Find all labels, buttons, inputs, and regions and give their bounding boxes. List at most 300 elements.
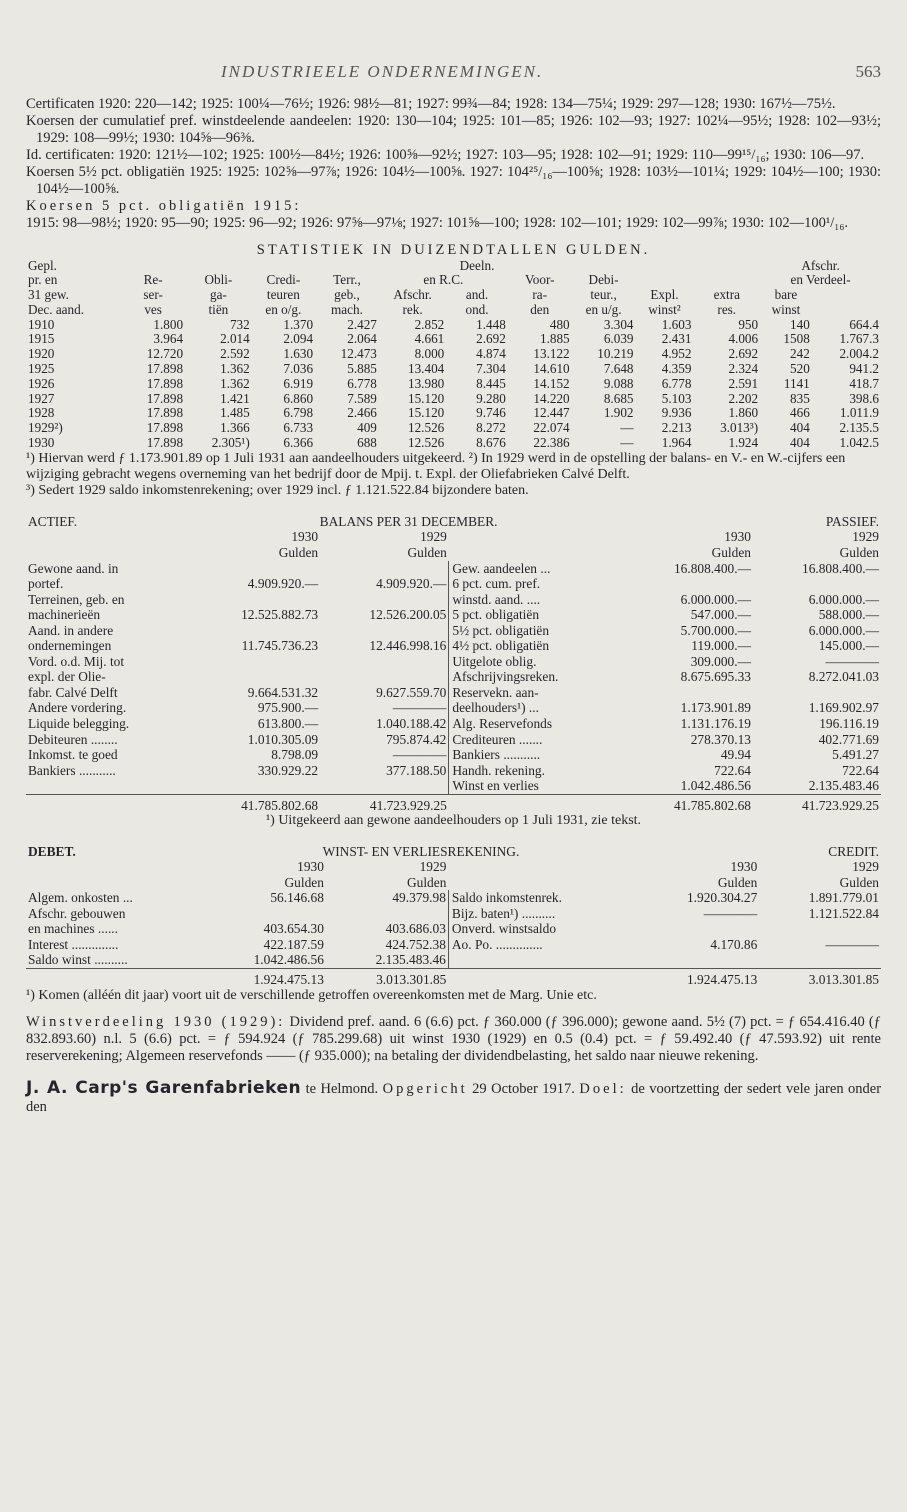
balans-row-cell: [192, 654, 320, 670]
balans-row-cell: portef.: [28, 576, 64, 592]
statistiek-row-cell: 4.952: [661, 346, 692, 362]
winst-heading-row: DEBET. WINST- EN VERLIESREKENING. CREDIT.: [28, 843, 879, 859]
statistiek-row-cell: 2.064: [347, 331, 377, 347]
winst-row-cell: Saldo inkomstenrek.: [448, 890, 637, 906]
statistiek-row-cell: 1141: [783, 375, 810, 391]
statistiek-row-cell: 242: [790, 346, 810, 362]
statistiek-row-cell: 2.427: [347, 316, 377, 332]
statistiek-row-cell: 2.324: [728, 361, 759, 377]
statistiek-row-cell: 1.370: [283, 316, 314, 332]
winst-total-row: 1.924.475.13 3.013.301.85 1.924.475.13 3.013.301.85: [26, 969, 881, 988]
statistiek-row-cell: 2.591: [728, 375, 759, 391]
page-number: 563: [855, 62, 881, 81]
balans-row-cell: Crediteuren .......: [449, 732, 625, 748]
balans-row-cell: 613.800.—: [257, 715, 319, 731]
statistiek-row-cell: 6.860: [283, 390, 314, 406]
statistiek-row-cell: 2.466: [347, 405, 377, 421]
balans-row-cell: 6.000.000.—: [808, 591, 879, 607]
balans-table: [26, 514, 881, 813]
winst-row: [26, 906, 881, 922]
id-certificaten-paragraph: Id. certificaten: 1920: 121½—102; 1925: 100½—84½; 1926: 100⅝—92½; 1927: 103—95; 1928: 102—91; 1929: 110—99¹⁵/₁₆; 1930: 106—97.: [26, 146, 865, 163]
statistiek-row-cell: 5.103: [661, 390, 692, 406]
balans-row-cell: 5½ pct. obligatiën: [449, 623, 625, 639]
statistiek-row-cell: 1.362: [220, 361, 250, 377]
winst-row-cell: Onverd. winstsaldo: [448, 921, 637, 937]
winst-row: [26, 937, 881, 953]
balans-row-cell: deelhouders¹) ...: [449, 700, 625, 716]
carp-paragraph: [26, 1079, 881, 1116]
statistiek-row-cell: 12.720: [146, 346, 184, 362]
balans-row-cell: [753, 576, 881, 592]
balans-row: [26, 685, 881, 701]
koersen-5pct-heading: Koersen 5 pct. obligatiën 1915:: [26, 197, 302, 214]
statistiek-footnote-3: ³) Sedert 1929 saldo inkomstenrekening; over 1929 incl. ƒ 1.121.522.84 bijzondere baten.: [26, 483, 529, 499]
statistiek-row-cell: 17.898: [146, 405, 184, 421]
statistiek-row-cell: 1930: [28, 434, 55, 450]
header-title: INDUSTRIEELE ONDERNEMINGEN.: [221, 62, 544, 81]
winstverdeeling-paragraph: [26, 1014, 881, 1065]
balans-row-cell: 12.525.882.73: [241, 607, 319, 623]
statistiek-row-cell: 17.898: [146, 375, 184, 391]
statistiek-row-cell: 17.898: [146, 420, 184, 436]
winst-row-cell: 56.146.68: [270, 890, 324, 906]
statistiek-row-cell: 22.386: [533, 434, 570, 450]
winst-row-cell: 1.891.779.01: [808, 890, 879, 906]
balans-heading-row: ACTIEF. BALANS PER 31 DECEMBER. PASSIEF.: [28, 513, 879, 529]
statistiek-row-cell: 2.004.2: [839, 346, 879, 362]
balans-row: [26, 716, 881, 732]
balans-row-cell: 402.771.69: [818, 731, 879, 747]
statistiek-row-cell: 480: [549, 316, 570, 332]
balans-row-cell: Liquide belegging.: [28, 715, 130, 731]
balans-row-cell: [192, 669, 320, 685]
document-page: [26, 0, 881, 1116]
statistiek-row: [26, 392, 881, 407]
statistiek-title: STATISTIEK IN DUIZENDTALLEN GULDEN.: [256, 241, 651, 258]
statistiek-row-cell: 2.692: [476, 331, 506, 347]
winst-row-cell: 2.135.483.46: [375, 952, 446, 968]
balans-row-cell: 5 pct. obligatiën: [449, 607, 625, 623]
winst-row-cell: ————: [703, 905, 758, 921]
balans-row: [26, 607, 881, 623]
balans-row-cell: ————: [825, 653, 879, 669]
statistiek-row: [26, 318, 881, 333]
balans-unit-row: Gulden Gulden Gulden Gulden: [278, 544, 879, 560]
winst-row-cell: 4.170.86: [710, 936, 758, 952]
statistiek-row-cell: —: [620, 420, 634, 436]
statistiek-row-cell: 1920: [28, 346, 55, 362]
statistiek-row-cell: 1915: [28, 331, 55, 347]
statistiek-row-cell: 3.304: [603, 316, 634, 332]
statistiek-footnote-1: ¹) Hiervan werd ƒ 1.173.901.89 op 1 Juli 1931 aan aandeelhouders uitgekeerd. ²) In 1929 werd in de opstelling der balans- en V.- en W.-cijfers een wijziging gebracht wegens overneming van het bedrijf door de Mpij. t. Expl. der Oliefabrieken Calvé Delft.: [26, 450, 846, 483]
balans-row-cell: expl. der Olie-: [28, 669, 106, 685]
statistiek-row-cell: 3.964: [153, 331, 184, 347]
statistiek-row-cell: 7.589: [347, 390, 377, 406]
statistiek-row: [26, 421, 881, 436]
winst-row-cell: 403.686.03: [385, 921, 446, 937]
statistiek-row-cell: 7.304: [476, 361, 506, 377]
statistiek-row-cell: 6.778: [661, 375, 692, 391]
statistiek-row: [26, 347, 881, 362]
statistiek-row-cell: 2.135.5: [839, 420, 879, 436]
balans-row-cell: machinerieën: [28, 607, 101, 623]
balans-row-cell: 5.491.27: [832, 747, 879, 763]
statistiek-row-cell: 12.447: [533, 405, 570, 421]
winst-row-cell: 403.654.30: [263, 921, 324, 937]
balans-row-cell: 330.929.22: [257, 762, 319, 778]
balans-row-cell: 119.000.—: [691, 638, 751, 654]
statistiek-row-cell: 2.305¹): [211, 434, 250, 450]
balans-row-cell: 1.040.188.42: [376, 715, 447, 731]
statistiek-row-cell: 2.592: [220, 346, 250, 362]
statistiek-row-cell: 17.898: [146, 361, 184, 377]
balans-row-cell: ondernemingen: [28, 638, 112, 654]
statistiek-row-cell: 1.885: [539, 331, 570, 347]
doel-label: Doel:: [579, 1080, 627, 1097]
winst-row-cell: [759, 921, 881, 937]
balans-row-cell: Uitgelote oblig.: [449, 654, 625, 670]
balans-row-cell: [753, 685, 881, 701]
stat-head-row: Dec. aand. ves tiën en o/g. mach. rek. ond. den en u/g. winst² res. winst: [28, 301, 801, 317]
balans-row-cell: 278.370.13: [690, 731, 751, 747]
balans-row-cell: 588.000.—: [818, 607, 879, 623]
winst-row-cell: [204, 906, 326, 922]
winst-row-cell: 1.042.486.56: [253, 952, 324, 968]
statistiek-row-cell: 6.039: [603, 331, 634, 347]
winst-row: [26, 890, 881, 906]
balans-row-cell: [192, 623, 320, 639]
balans-row-cell: [320, 592, 449, 608]
balans-row-cell: 309.000.—: [690, 653, 751, 669]
opgericht-date: 29 October 1917.: [472, 1080, 575, 1097]
balans-row-cell: [192, 592, 320, 608]
balans-row: [26, 592, 881, 608]
winst-row-cell: 422.187.59: [263, 936, 324, 952]
running-header: [26, 62, 881, 96]
statistiek-row-cell: 6.919: [283, 375, 314, 391]
company-name: J. A. Carp's Garenfabrieken: [26, 1077, 302, 1098]
statistiek-row-cell: 8.272: [476, 420, 506, 436]
balans-row: [26, 747, 881, 763]
balans-row-cell: Winst en verlies: [449, 778, 625, 794]
balans-row-cell: [192, 778, 320, 794]
balans-row-cell: 12.526.200.05: [369, 607, 447, 623]
balans-row: [26, 669, 881, 685]
balans-row-cell: 196.116.19: [819, 715, 879, 731]
statistiek-row-cell: 1.011.9: [839, 405, 879, 421]
winstverdeeling-text: Dividend pref. aand. 6 (6.6) pct. ƒ 360.000 (ƒ 396.000); gewone aand. 5½ (7) pct. = ƒ 654.416.40 (ƒ 832.893.60) n.l. 5 (6.6) pct. = ƒ 594.924 (ƒ 785.299.68) uit winst 1930 (1929) en 0.5 (0.4) pct. = ƒ 59.492.40 (ƒ 47.593.92) uit rente reserverekening; Algemeen reservefonds —— (ƒ 935.000); na betaling der dividendbelasting, het saldo naar nieuwe rekening.: [26, 1013, 881, 1064]
winst-row-cell: 1.920.304.27: [686, 890, 758, 906]
statistiek-row-cell: 8.685: [603, 390, 634, 406]
balans-row-cell: 6.000.000.—: [808, 622, 879, 638]
statistiek-row: [26, 377, 881, 392]
balans-row: [26, 778, 881, 794]
balans-row-cell: 4.909.920.—: [376, 576, 447, 592]
balans-row-cell: 1.010.305.09: [247, 731, 319, 747]
balans-row-cell: winstd. aand. ....: [449, 592, 625, 608]
statistiek-row-cell: 6.778: [347, 375, 377, 391]
balans-row-cell: [320, 623, 449, 639]
statistiek-row-cell: 1.448: [476, 316, 506, 332]
statistiek-row-cell: 2.094: [283, 331, 314, 347]
winst-footnote: ¹) Komen (alléén dit jaar) voort uit de verschillende getroffen overeenkomsten met de Marg. Unie etc.: [26, 987, 597, 1003]
winst-row-cell: Ao. Po. ..............: [448, 937, 637, 953]
winst-row-cell: en machines ......: [28, 921, 118, 937]
balans-row-cell: 795.874.42: [386, 731, 447, 747]
balans-row-cell: Gewone aand. in: [28, 560, 119, 576]
statistiek-row-cell: 688: [357, 434, 377, 450]
balans-row-cell: Gew. aandeelen ...: [449, 561, 625, 577]
winst-row: [26, 921, 881, 937]
winst-row-cell: Saldo winst ..........: [28, 952, 128, 968]
balans-footnote: ¹) Uitgekeerd aan gewone aandeelhouders op 1 Juli 1931, zie tekst.: [265, 813, 642, 829]
balans-row-cell: 4.909.920.—: [247, 576, 319, 592]
statistiek-row: [26, 406, 881, 421]
winst-row-cell: 1.121.522.84: [808, 905, 879, 921]
statistiek-row-cell: 1910: [28, 316, 55, 332]
balans-row-cell: Bankiers ...........: [449, 747, 625, 763]
certificaten-paragraph: Certificaten 1920: 220—142; 1925: 100¼—76½; 1926: 98½—81; 1927: 99¾—84; 1928: 134—75¼; 1929: 297—128; 1930: 167½—75½.: [26, 96, 836, 112]
balans-row-cell: 2.135.483.46: [808, 778, 879, 794]
balans-row-cell: 547.000.—: [690, 607, 751, 623]
statistiek-row-cell: 1508: [783, 331, 810, 347]
statistiek-row-cell: 9.280: [476, 390, 506, 406]
statistiek-row-cell: 404: [790, 420, 810, 436]
balans-row-cell: [320, 669, 449, 685]
balans-row-cell: [625, 685, 753, 701]
balans-row-cell: 722.64: [714, 762, 751, 778]
statistiek-row-cell: 10.219: [597, 346, 634, 362]
statistiek-row-cell: 8.676: [476, 434, 506, 450]
statistiek-row-cell: 418.7: [849, 375, 879, 391]
statistiek-row-cell: 1.767.3: [839, 331, 879, 347]
statistiek-row-cell: 1.924: [728, 434, 759, 450]
balans-row: [26, 561, 881, 577]
balans-row-cell: 6 pct. cum. pref.: [449, 576, 625, 592]
statistiek-row-cell: 7.648: [603, 361, 634, 377]
statistiek-row-cell: 3.013³): [720, 420, 759, 436]
statistiek-row-cell: 13.122: [533, 346, 570, 362]
balans-row-cell: [320, 561, 449, 577]
statistiek-row-cell: 1.362: [220, 375, 250, 391]
winstverdeeling-label: Winstverdeeling 1930 (1929):: [26, 1013, 286, 1030]
balans-row-cell: Andere vordering.: [28, 700, 127, 716]
winst-row-cell: ————: [825, 936, 879, 952]
balans-row-cell: 1.173.901.89: [680, 700, 751, 716]
balans-row-cell: 16.808.400.—: [673, 560, 751, 576]
balans-row-cell: Handh. rekening.: [449, 763, 625, 779]
balans-row-cell: 6.000.000.—: [680, 591, 751, 607]
statistiek-row-cell: 8.000: [414, 346, 445, 362]
statistiek-row-cell: 835: [790, 390, 810, 406]
statistiek-row-cell: 6.366: [283, 434, 314, 450]
statistiek-row-cell: 409: [357, 420, 377, 436]
winst-row-cell: Algem. onkosten ...: [28, 890, 133, 906]
statistiek-row-cell: 14.220: [533, 390, 570, 406]
winst-row-cell: Interest ..............: [28, 936, 119, 952]
winst-row: [26, 952, 881, 968]
winst-row-cell: Bijz. baten¹) ..........: [448, 906, 637, 922]
balans-row-cell: 49.94: [720, 747, 751, 763]
statistiek-row-cell: 2.852: [414, 316, 445, 332]
balans-row: [26, 576, 881, 592]
balans-row-cell: ————: [392, 747, 447, 763]
statistiek-row-cell: 1926: [28, 375, 55, 391]
statistiek-row-cell: 1.485: [220, 405, 250, 421]
statistiek-row-cell: 15.120: [407, 390, 445, 406]
opgericht-label: Opgericht: [382, 1080, 468, 1097]
balans-row-cell: Terreinen, geb. en: [28, 591, 125, 607]
balans-row-cell: Debiteuren ........: [28, 731, 118, 747]
stat-head-row: pr. en Re- Obli- Credi- Terr., en R.C. Voor- Debi- en Verdeel-: [28, 272, 851, 288]
balans-row: [26, 623, 881, 639]
statistiek-row-cell: 15.120: [407, 405, 445, 421]
statistiek-table: [26, 259, 881, 451]
statistiek-row-cell: 1928: [28, 405, 55, 421]
statistiek-row-cell: 13.980: [407, 375, 445, 391]
carp-location: te Helmond.: [305, 1080, 379, 1097]
statistiek-row-cell: 941.2: [849, 361, 879, 377]
balans-row-cell: 4½ pct. obligatiën: [449, 638, 625, 654]
balans-row-cell: 16.808.400.—: [802, 560, 879, 576]
statistiek-row-cell: 6.733: [283, 420, 314, 436]
statistiek-row-cell: 1.366: [220, 420, 250, 436]
balans-row-cell: 1.131.176.19: [680, 715, 751, 731]
balans-row-cell: 1.169.902.97: [808, 700, 879, 716]
balans-row-cell: [625, 576, 753, 592]
balans-row: [26, 732, 881, 748]
koersen-obligatien-paragraph: Koersen 5½ pct. obligatiën 1925: 1925: 102⅝—97⅞; 1926: 104½—100⅝. 1927: 104²⁵/₁₆—100⅝; 1928: 103½—101¼; 1929: 104½—100; 1930: 104½—100⅝.: [26, 163, 881, 197]
statistiek-row-cell: 9.936: [661, 405, 692, 421]
balans-row-cell: [26, 778, 192, 794]
statistiek-row: [26, 436, 881, 451]
statistiek-row-cell: 12.526: [407, 434, 445, 450]
balans-row-cell: Aand. in andere: [28, 622, 114, 638]
winst-row-cell: Afschr. gebouwen: [28, 905, 126, 921]
statistiek-row-cell: 664.4: [849, 316, 879, 332]
statistiek-row-cell: 1.964: [661, 434, 692, 450]
statistiek-row-cell: 9.746: [476, 405, 506, 421]
statistiek-row-cell: 4.359: [661, 361, 692, 377]
statistiek-row-cell: 5.885: [347, 361, 377, 377]
statistiek-row-cell: 2.431: [661, 331, 692, 347]
statistiek-row: [26, 362, 881, 377]
statistiek-row-cell: 1.421: [220, 390, 250, 406]
winst-row-cell: 424.752.38: [385, 936, 446, 952]
statistiek-row-cell: 2.202: [728, 390, 759, 406]
statistiek-row-cell: 2.014: [220, 331, 250, 347]
koersen-pref-paragraph: Koersen der cumulatief pref. winstdeelende aandeelen: 1920: 130—104; 1925: 101—85; 1926: 102—93; 1927: 102¼—95½; 1928: 102—93½; 1929: 108—99½; 1930: 104⅝—96⅜.: [26, 112, 881, 146]
winst-row-cell: [759, 952, 881, 968]
statistiek-row-cell: 7.036: [283, 361, 314, 377]
balans-row: [26, 638, 881, 654]
balans-row-cell: fabr. Calvé Delft: [28, 684, 118, 700]
balans-row-cell: Inkomst. te goed: [28, 747, 118, 763]
winst-row-cell: [638, 921, 760, 937]
statistiek-row-cell: 4.874: [476, 346, 506, 362]
winst-row-cell: [326, 906, 448, 922]
balans-row-cell: Alg. Reservefonds: [449, 716, 625, 732]
statistiek-row-cell: 14.610: [533, 361, 570, 377]
balans-year-row: 1930 1929 1930 1929: [291, 529, 879, 545]
balans-total-row: 41.785.802.68 41.723.929.25 41.785.802.68 41.723.929.25: [26, 794, 881, 813]
balans-row-cell: 8.272.041.03: [808, 669, 879, 685]
statistiek-row-cell: 6.798: [283, 405, 314, 421]
winst-row-cell: [448, 952, 637, 968]
balans-row-cell: 9.664.531.32: [247, 684, 319, 700]
statistiek-row-cell: 1929²): [28, 420, 63, 436]
statistiek-row-cell: 1.902: [603, 405, 634, 421]
statistiek-row: [26, 332, 881, 347]
statistiek-row-cell: 2.213: [661, 420, 692, 436]
balans-row-cell: Vord. o.d. Mij. tot: [28, 653, 125, 669]
balans-row: [26, 654, 881, 670]
balans-row-cell: [320, 654, 449, 670]
stat-head-row: 31 gew. ser- ga- teuren geb., Afschr. and. ra- teur., Expl. extra bare: [28, 287, 798, 303]
statistiek-row-cell: 12.526: [407, 420, 445, 436]
balans-row-cell: Reservekn. aan-: [449, 685, 625, 701]
statistiek-row-cell: 1927: [28, 390, 55, 406]
statistiek-row-cell: 1.603: [661, 316, 692, 332]
winst-year-row: 1930 1929 1930 1929: [297, 859, 879, 875]
balans-row-cell: 722.64: [842, 762, 879, 778]
winst-row-cell: 49.379.98: [392, 890, 446, 906]
statistiek-row-cell: 1.630: [283, 346, 314, 362]
statistiek-row-cell: 17.898: [146, 390, 184, 406]
statistiek-row-cell: 4.006: [728, 331, 759, 347]
winst-row-cell: [638, 952, 760, 968]
statistiek-row-cell: 1.860: [728, 405, 759, 421]
statistiek-row-cell: 1.042.5: [839, 434, 879, 450]
balans-row-cell: [320, 778, 449, 794]
balans-row-cell: 8.675.695.33: [680, 669, 751, 685]
balans-row-cell: 975.900.—: [257, 700, 319, 716]
statistiek-row-cell: 4.661: [414, 331, 445, 347]
statistiek-row-cell: 950: [738, 316, 759, 332]
balans-row-cell: ————: [392, 700, 447, 716]
balans-row-cell: 9.627.559.70: [376, 684, 447, 700]
koersen-5pct-paragraph: 1915: 98—98½; 1920: 95—90; 1925: 96—92; 1926: 97⅝—97⅛; 1927: 101⅝—100; 1928: 102—101; 1929: 102—99⅞; 1930: 102—100¹/₁₆.: [26, 214, 849, 231]
statistiek-row-cell: 14.152: [533, 375, 570, 391]
balans-row: [26, 763, 881, 779]
doel-text: de voortzetting der sedert vele jaren onder den: [26, 1080, 882, 1115]
statistiek-row-cell: 1925: [28, 361, 55, 377]
winst-unit-row: Gulden Gulden Gulden Gulden: [284, 874, 879, 890]
balans-row-cell: 12.446.998.16: [369, 638, 447, 654]
statistiek-row-cell: 17.898: [146, 434, 184, 450]
balans-row-cell: 11.745.736.23: [241, 638, 319, 654]
balans-row-cell: Bankiers ...........: [28, 762, 116, 778]
balans-row-cell: 1.042.486.56: [680, 778, 751, 794]
statistiek-row-cell: 520: [790, 361, 810, 377]
statistiek-row-cell: 732: [229, 316, 250, 332]
winst-verlies-table: [26, 844, 881, 988]
stat-head-row: Gepl. Deeln. Afschr.: [28, 257, 840, 273]
statistiek-row-cell: 404: [790, 434, 810, 450]
balans-row-cell: Afschrijvingsreken.: [449, 669, 625, 685]
statistiek-row-cell: 12.473: [340, 346, 377, 362]
balans-row: [26, 700, 881, 716]
balans-row-cell: 5.700.000.—: [680, 622, 751, 638]
statistiek-row-cell: 2.692: [728, 346, 759, 362]
statistiek-row-cell: 9.088: [603, 375, 634, 391]
statistiek-row-cell: 466: [790, 405, 810, 421]
statistiek-row-cell: —: [620, 434, 634, 450]
balans-row-cell: 8.798.09: [271, 747, 319, 763]
balans-row-cell: 377.188.50: [386, 762, 447, 778]
balans-row-cell: 145.000.—: [818, 638, 879, 654]
statistiek-row-cell: 398.6: [849, 390, 879, 406]
